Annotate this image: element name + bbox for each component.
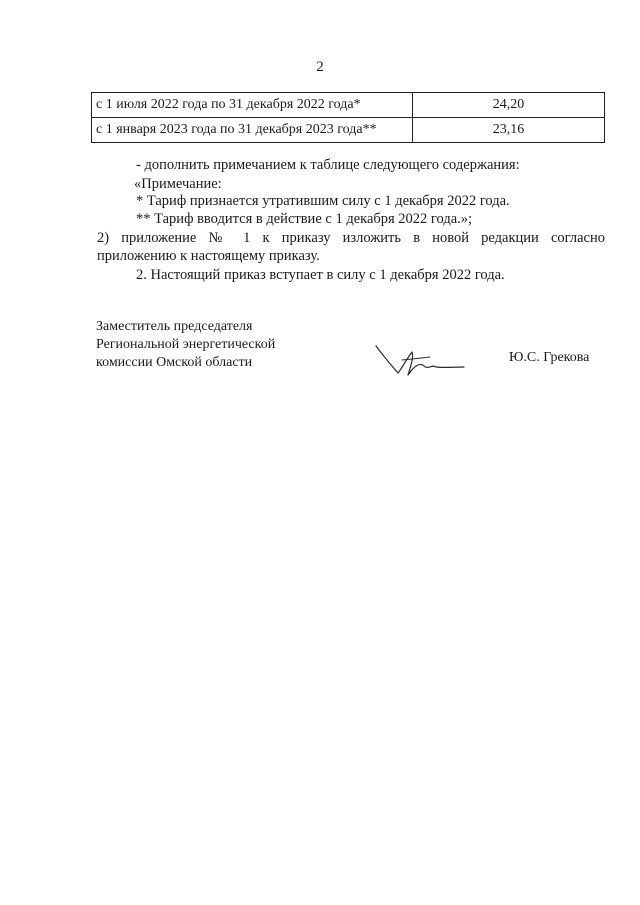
table-row xyxy=(92,93,605,118)
handwritten-signature xyxy=(372,340,472,382)
paragraph-note-2: ** Тариф вводится в действие с 1 декабря 2022 года.»; xyxy=(136,211,473,227)
table-cell-value: 24,20 xyxy=(413,93,605,118)
table-cell-period: с 1 июля 2022 года по 31 декабря 2022 года* xyxy=(92,93,413,118)
paragraph-note-heading: «Примечание: xyxy=(134,176,222,192)
table-cell-value: 23,16 xyxy=(413,118,605,143)
page-number: 2 xyxy=(316,59,324,75)
paragraph-effective-date: 2. Настоящий приказ вступает в силу с 1 декабря 2022 года. xyxy=(136,267,505,283)
table-row xyxy=(92,118,605,143)
paragraph-appendix-cont: приложению к настоящему приказу. xyxy=(97,248,320,264)
signatory-title xyxy=(96,318,275,372)
paragraph-appendix: 2) приложение № 1 к приказу изложить в новой редакции согласно xyxy=(97,230,605,246)
paragraph-note-1: * Тариф признается утратившим силу с 1 декабря 2022 года. xyxy=(136,193,510,209)
table-cell-period: с 1 января 2023 года по 31 декабря 2023 года** xyxy=(92,118,413,143)
signatory-title-line: Заместитель председателя xyxy=(96,319,253,334)
signer-name: Ю.С. Грекова xyxy=(509,350,590,365)
signatory-title-line: комиссии Омской области xyxy=(96,355,253,370)
paragraph-add-note: - дополнить примечанием к таблице следующего содержания: xyxy=(136,157,520,173)
tariff-table xyxy=(91,92,605,143)
signatory-title-line: Региональной энергетической xyxy=(96,337,276,352)
